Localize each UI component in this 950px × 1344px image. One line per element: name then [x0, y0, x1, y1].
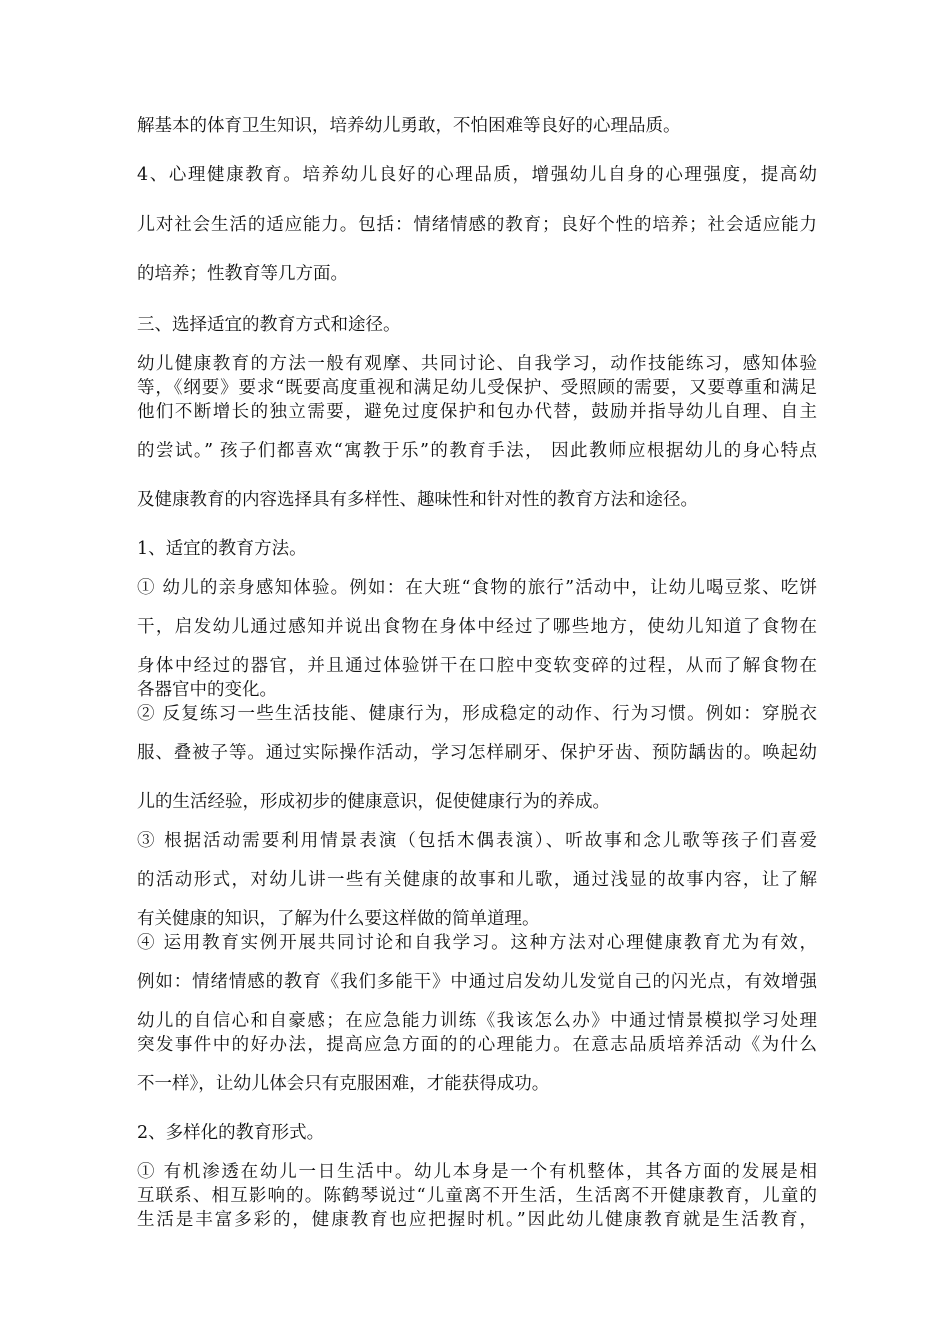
text-segment: 他们不断增长的独立需要，避免过度保护和包办代替，鼓励并指导幼儿自理、自主 [137, 402, 817, 422]
text-line [137, 931, 817, 955]
text-segment: 的身心特点 [723, 441, 818, 461]
text-segment: ① 有机渗透在幼儿一日生活中。幼儿本身是一个有机整体，其各方面的发展是相 [137, 1162, 817, 1182]
text-segment: ③ 根据活动需要利用情景表演（包括木偶表演）、听故事和念儿歌等孩子们喜爱 [137, 831, 817, 851]
text-segment: 体会只有克服困难，才能获得成功。 [269, 1074, 550, 1094]
text-segment: 2、多样化的 [137, 1123, 236, 1143]
text-segment: 方法和途径。 [593, 490, 698, 510]
text-segment: 生活是丰富多彩的，健康教育也应把握时机。”因此幼儿健康教育就是生活教育， [137, 1210, 817, 1230]
text-segment: 等，《纲要》要求“既要高度重视和满足幼儿受保护、受照顾的需要，又要尊重和满足 [137, 378, 817, 398]
text-line [137, 1208, 817, 1232]
emphasized-keyword: 教育 [224, 263, 261, 284]
text-segment: 勇敢，不怕困难等良好的心理品质。 [400, 116, 681, 136]
text-segment: 幼儿健康教育的方法一般有观摩、共同讨论、自我学习，动作技能练习，感知体验 [137, 354, 817, 374]
emphasized-keyword: 幼 [799, 742, 817, 763]
emphasized-keyword: 教师 [589, 440, 628, 461]
text-segment: ② 反复练习一些生活技能、健康行为，形成稳定的动作、行为习惯。例如：穿脱衣 [137, 704, 817, 724]
text-segment: 互联系、相互影响的。陈鹤琴说过“儿童离不开生活，生活离不开健康教育，儿童的 [137, 1186, 817, 1206]
text-segment: 等几方面。 [260, 264, 348, 284]
text-segment: 对社会生活的适应能力。包括：情绪情感的教育；良好个性的培养；社会适应能力 [155, 215, 817, 235]
text-line [137, 741, 817, 765]
text-line [137, 1160, 817, 1184]
text-line [137, 376, 817, 400]
text-line [137, 1072, 817, 1096]
text-line [137, 313, 817, 337]
text-segment: 4、心理健康教育。培养幼儿良好的心理品质，增强幼儿自身的心理强度，提高 [137, 165, 799, 185]
text-segment: 例如：情绪情感的 [137, 972, 284, 992]
text-line [137, 576, 817, 600]
text-segment: 方法。 [254, 539, 307, 559]
emphasized-keyword: 幼儿 [269, 869, 309, 890]
emphasized-keyword: 幼儿 [666, 616, 706, 637]
emphasized-keyword: 教育 [259, 314, 296, 335]
text-segment: 方式和途径。 [295, 315, 401, 335]
text-segment: ④ 运用教育实例开展共同讨论和自我学习。这种方法对心理健康教育尤为有效， [137, 933, 817, 953]
text-segment: 知道了食物在 [705, 617, 818, 637]
text-segment: 《我们多能干》中通过启发幼儿发觉自己的闪光点，有效增强 [321, 972, 817, 992]
text-segment: 1、适宜的 [137, 539, 219, 559]
text-line [137, 262, 817, 286]
text-segment: 的培养；性 [137, 264, 225, 284]
text-segment: 及健康教育的内容选择具有多样性、趣味性和针对性的 [137, 490, 557, 510]
text-segment: 的活动形式，对 [137, 870, 270, 890]
emphasized-keyword: 儿 [137, 791, 155, 812]
text-segment: 的尝试。” 孩子们都喜欢“寓教于乐”的教育手法， 因此 [137, 441, 590, 461]
text-line [137, 868, 817, 892]
text-line [137, 352, 817, 376]
text-segment: 突发事件中的好办法，提高应急方面的的心理能力。在意志品质培养活动《为什么 [137, 1035, 817, 1055]
text-segment: 讲一些有关健康的故事和儿歌，通过浅显的故事内容，让了解 [308, 870, 818, 890]
text-segment: 有关健康的知识，了解为什么要这样做的简单道理。 [137, 909, 540, 929]
text-line [137, 702, 817, 726]
text-segment: 形式。 [271, 1123, 325, 1143]
emphasized-keyword: 幼 [799, 164, 817, 185]
text-segment: ① 幼儿的亲身感知体验。例如：在大班“食物的旅行”活动中，让幼儿喝豆浆、吃饼 [137, 578, 817, 598]
text-line [137, 537, 817, 561]
text-segment: 的生活经验，形成初步的健康意识，促使健康行为的养成。 [155, 792, 610, 812]
text-line [137, 488, 817, 512]
text-line [137, 615, 817, 639]
emphasized-keyword: 儿 [137, 214, 156, 235]
emphasized-keyword: 教育 [235, 1122, 272, 1143]
text-segment: 三、选择适宜的 [137, 315, 260, 335]
text-line [137, 163, 817, 187]
emphasized-keyword: 教育 [218, 538, 255, 559]
text-segment: 幼儿的自信心和自豪感；在应急能力训练《我该怎么办》中通过情景模拟学习处理 [137, 1011, 817, 1031]
emphasized-keyword: 教育 [557, 489, 593, 510]
text-line [137, 1033, 817, 1057]
text-segment: 服、叠被子等。通过实际操作活动，学习怎样刷牙、保护牙齿、预防龋齿的。唤起 [137, 743, 799, 763]
text-segment: 干，启发幼儿通过感知并说出食物在身体中经过了哪些地方，使 [137, 617, 667, 637]
text-segment: 不一样》，让 [137, 1074, 234, 1094]
text-line [137, 400, 817, 424]
emphasized-keyword: 幼儿 [684, 440, 724, 461]
text-line [137, 970, 817, 994]
text-line [137, 829, 817, 853]
text-line [137, 1184, 817, 1208]
text-line [137, 678, 817, 702]
text-line [137, 654, 817, 678]
emphasized-keyword: 教育 [284, 971, 322, 992]
text-line [137, 114, 817, 138]
text-line [137, 790, 817, 814]
text-segment: 各器官中的变化。 [137, 680, 277, 700]
text-line [137, 1009, 817, 1033]
text-line [137, 439, 817, 463]
text-segment: 解基本的体育卫生知识，培养 [137, 116, 365, 136]
text-line [137, 1121, 817, 1145]
emphasized-keyword: 幼儿 [233, 1073, 270, 1094]
text-segment: 身体中经过的器官，并且通过体验饼干在口腔中变软变碎的过程，从而了解食物在 [137, 656, 817, 676]
text-segment: 应根据 [627, 441, 685, 461]
text-line [137, 907, 817, 931]
emphasized-keyword: 幼儿 [364, 115, 401, 136]
text-line [137, 213, 817, 237]
